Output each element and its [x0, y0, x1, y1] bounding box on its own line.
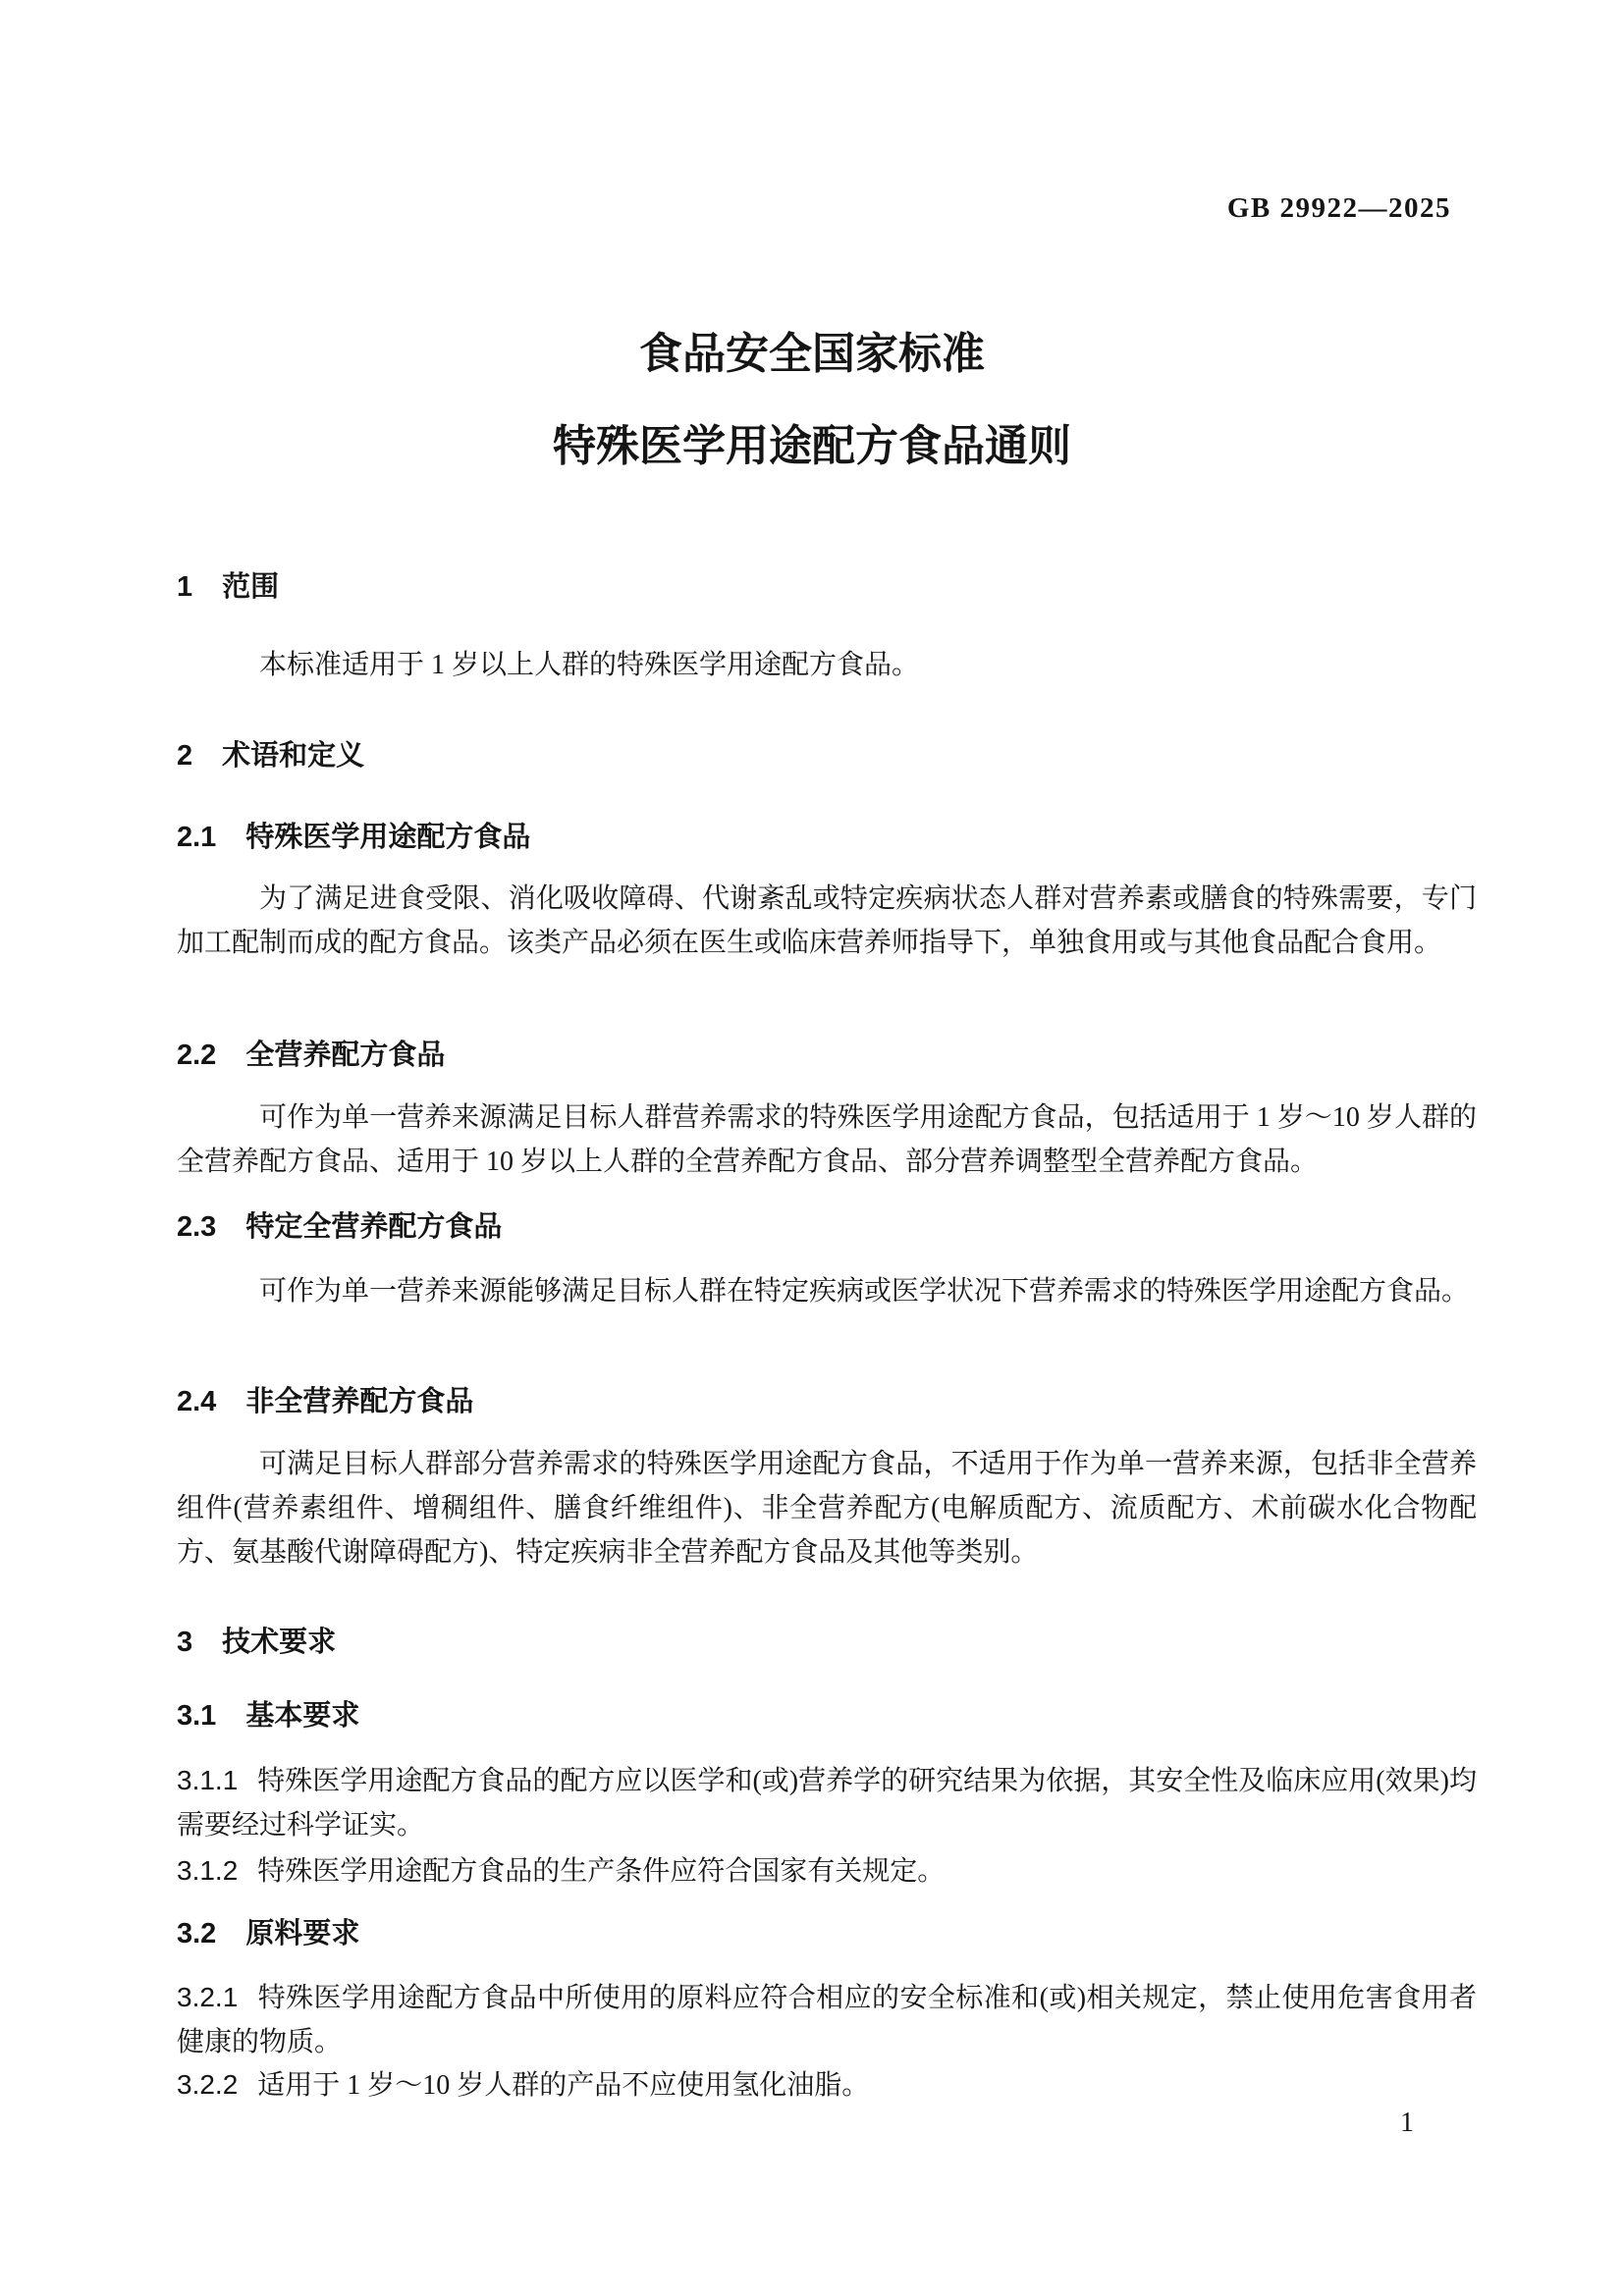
page-number: 1 [1400, 2108, 1414, 2138]
clause-3-2-2-text: 适用于 1 岁～10 岁人群的产品不应使用氢化油脂。 [257, 2070, 870, 2101]
section-2-3-title: 特定全营养配方食品 [245, 1211, 503, 1243]
section-3-heading [177, 1623, 1477, 1662]
section-2-3-body: 可作为单一营养来源能够满足目标人群在特定疾病或医学状况下营养需求的特殊医学用途配方食品。 [259, 1276, 1470, 1307]
section-1-title: 范围 [222, 571, 280, 603]
clause-3-1-1-text: 特殊医学用途配方食品的配方应以医学和(或)营养学的研究结果为依据，其安全性及临床应用(效果)均需要经过科学证实。 [177, 1766, 1477, 1841]
section-3-title: 技术要求 [222, 1627, 337, 1658]
standard-code: GB 29922—2025 [1226, 192, 1451, 224]
section-2-number: 2 [177, 740, 193, 772]
document-title-line1: 食品安全国家标准 [639, 330, 985, 378]
section-2-1-body: 为了满足进食受限、消化吸收障碍、代谢紊乱或特定疾病状态人群对营养素或膳食的特殊需要，专门加工配制而成的配方食品。该类产品必须在医生或临床营养师指导下，单独食用或与其他食品配合食用。 [177, 883, 1477, 958]
section-2-title: 术语和定义 [222, 740, 365, 772]
section-1-heading [177, 567, 1477, 607]
section-2-2-number: 2.2 [177, 1040, 217, 1071]
section-2-1-heading [177, 818, 1477, 857]
section-3-2-title: 原料要求 [245, 1918, 360, 1949]
section-2-4-title: 非全营养配方食品 [245, 1386, 474, 1417]
section-3-1-heading [177, 1696, 1477, 1735]
clause-3-1-2-number: 3.1.2 [177, 1855, 239, 1886]
section-2-1-title: 特殊医学用途配方食品 [245, 822, 531, 853]
section-1-body: 本标准适用于 1 岁以上人群的特殊医学用途配方食品。 [259, 650, 920, 680]
clause-3-2-1-number: 3.2.1 [177, 1982, 239, 2012]
section-1-number: 1 [177, 571, 193, 603]
clause-3-2-2-number: 3.2.2 [177, 2069, 239, 2100]
section-3-number: 3 [177, 1627, 193, 1658]
clause-3-1-1 [177, 1758, 1477, 1847]
section-2-4-body: 可满足目标人群部分营养需求的特殊医学用途配方食品，不适用于作为单一营养来源，包括非全营养组件(营养素组件、增稠组件、膳食纤维组件)、非全营养配方(电解质配方、流质配方、术前碳水化合物配方、氨基酸代谢障碍配方)、特定疾病非全营养配方食品及其他等类别。 [177, 1449, 1477, 1568]
clause-3-1-2-text: 特殊医学用途配方食品的生产条件应符合国家有关规定。 [257, 1856, 946, 1887]
section-2-4-number: 2.4 [177, 1386, 217, 1417]
document-title-line2: 特殊医学用途配方食品通则 [553, 422, 1071, 470]
clause-3-1-1-number: 3.1.1 [177, 1765, 239, 1795]
section-3-2-number: 3.2 [177, 1918, 217, 1949]
section-2-1-number: 2.1 [177, 822, 217, 853]
clause-3-1-2 [177, 1848, 1477, 1894]
section-2-3-heading [177, 1207, 1477, 1247]
section-2-2-title: 全营养配方食品 [245, 1040, 446, 1071]
clause-3-2-1-text: 特殊医学用途配方食品中所使用的原料应符合相应的安全标准和(或)相关规定，禁止使用危害食用者健康的物质。 [177, 1983, 1477, 2057]
section-2-2-body: 可作为单一营养来源满足目标人群营养需求的特殊医学用途配方食品，包括适用于 1 岁～10 岁人群的全营养配方食品、适用于 10 岁以上人群的全营养配方食品、部分营养调整型全营养配方食品。 [177, 1102, 1477, 1177]
section-3-2-heading [177, 1914, 1477, 1953]
section-3-1-title: 基本要求 [245, 1700, 360, 1732]
section-2-4-heading [177, 1382, 1477, 1421]
section-2-2-heading [177, 1036, 1477, 1075]
clause-3-2-2 [177, 2062, 1477, 2108]
section-3-1-number: 3.1 [177, 1700, 217, 1732]
clause-3-2-1 [177, 1975, 1477, 2064]
section-2-heading [177, 736, 1477, 775]
section-2-3-number: 2.3 [177, 1211, 217, 1243]
